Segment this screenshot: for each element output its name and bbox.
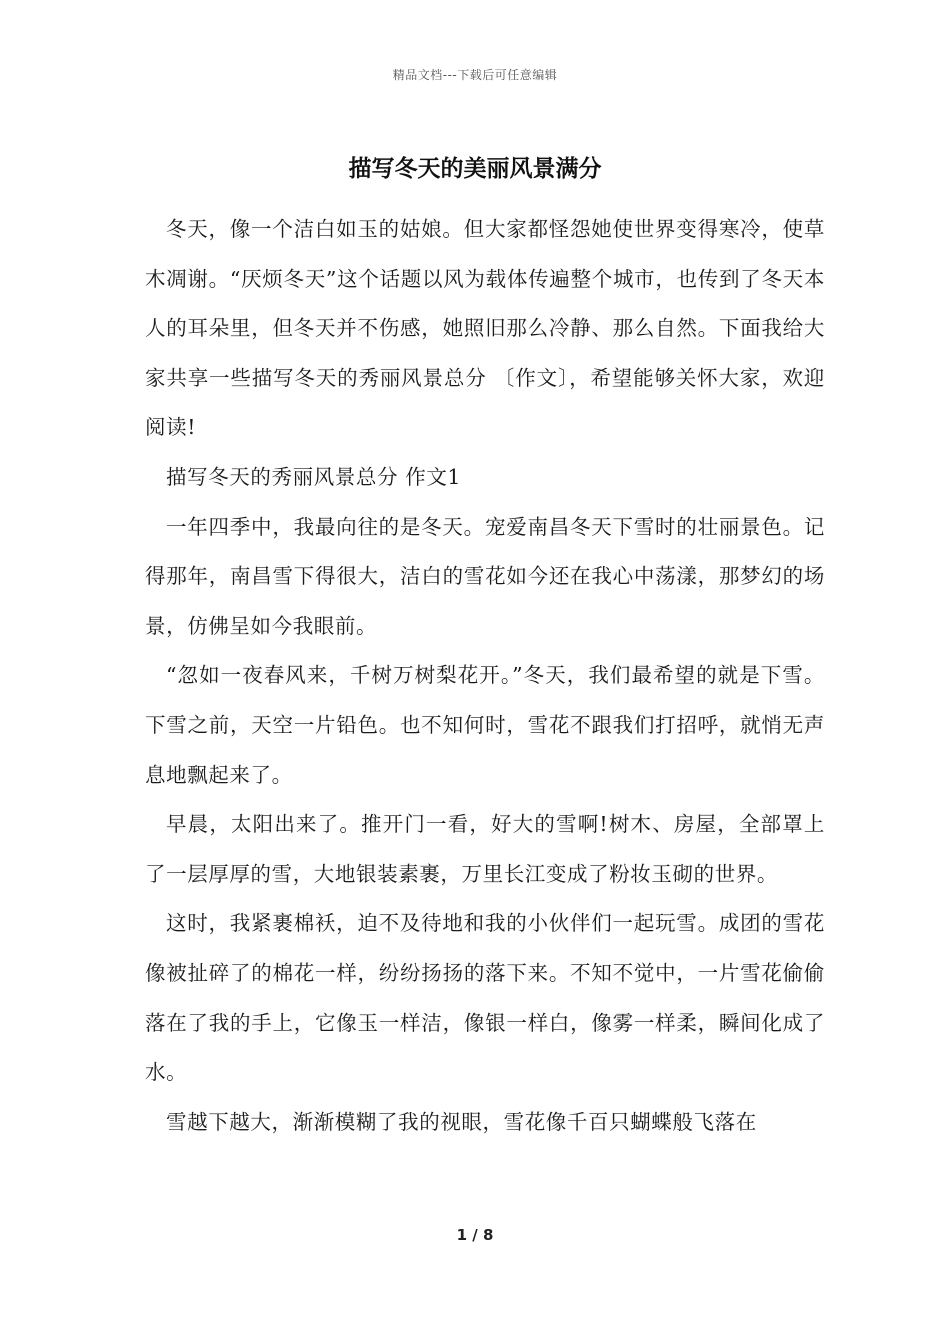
paragraph: 早晨，太阳出来了。推开门一看，好大的雪啊!树木、房屋，全部罩上了一层厚厚的雪，大地银装素裹，万里长江变成了粉妆玉砌的世界。 (145, 812, 825, 886)
header-note: 精品文档---下载后可任意编辑 (392, 68, 558, 82)
page-number: 1 / 8 (456, 1226, 494, 1244)
document-body (145, 205, 825, 1147)
document-title: 描写冬天的美丽风景满分 (348, 156, 602, 182)
paragraph: “忽如一夜春风来，千树万树梨花开。”冬天，我们最希望的就是下雪。下雪之前，天空一片铅色。也不知何时，雪花不跟我们打招呼，就悄无声息地飘起来了。 (145, 663, 825, 787)
paragraph: 这时，我紧裹棉袄，迫不及待地和我的小伙伴们一起玩雪。成团的雪花像被扯碎了的棉花一样，纷纷扬扬的落下来。不知不觉中，一片雪花偷偷落在了我的手上，它像玉一样洁，像银一样白，像雾一样柔，瞬间化成了水。 (145, 911, 825, 1085)
section-heading: 描写冬天的秀丽风景总分 作文1 (166, 464, 462, 489)
paragraph: 一年四季中，我最向往的是冬天。宠爱南昌冬天下雪时的壮丽景色。记得那年，南昌雪下得很大，洁白的雪花如今还在我心中荡漾，那梦幻的场景，仿佛呈如今我眼前。 (145, 514, 825, 638)
paragraph: 雪越下越大，渐渐模糊了我的视眼，雪花像千百只蝴蝶般飞落在 (166, 1109, 757, 1134)
paragraph-intro: 冬天，像一个洁白如玉的姑娘。但大家都怪怨她使世界变得寒冷，使草木凋谢。“厌烦冬天”这个话题以风为载体传遍整个城市，也传到了冬天本人的耳朵里，但冬天并不伤感，她照旧那么冷静、那么自然。下面我给大家共享一些描写冬天的秀丽风景总分 〔作文〕，希望能够关怀大家，欢迎阅读! (145, 217, 825, 440)
